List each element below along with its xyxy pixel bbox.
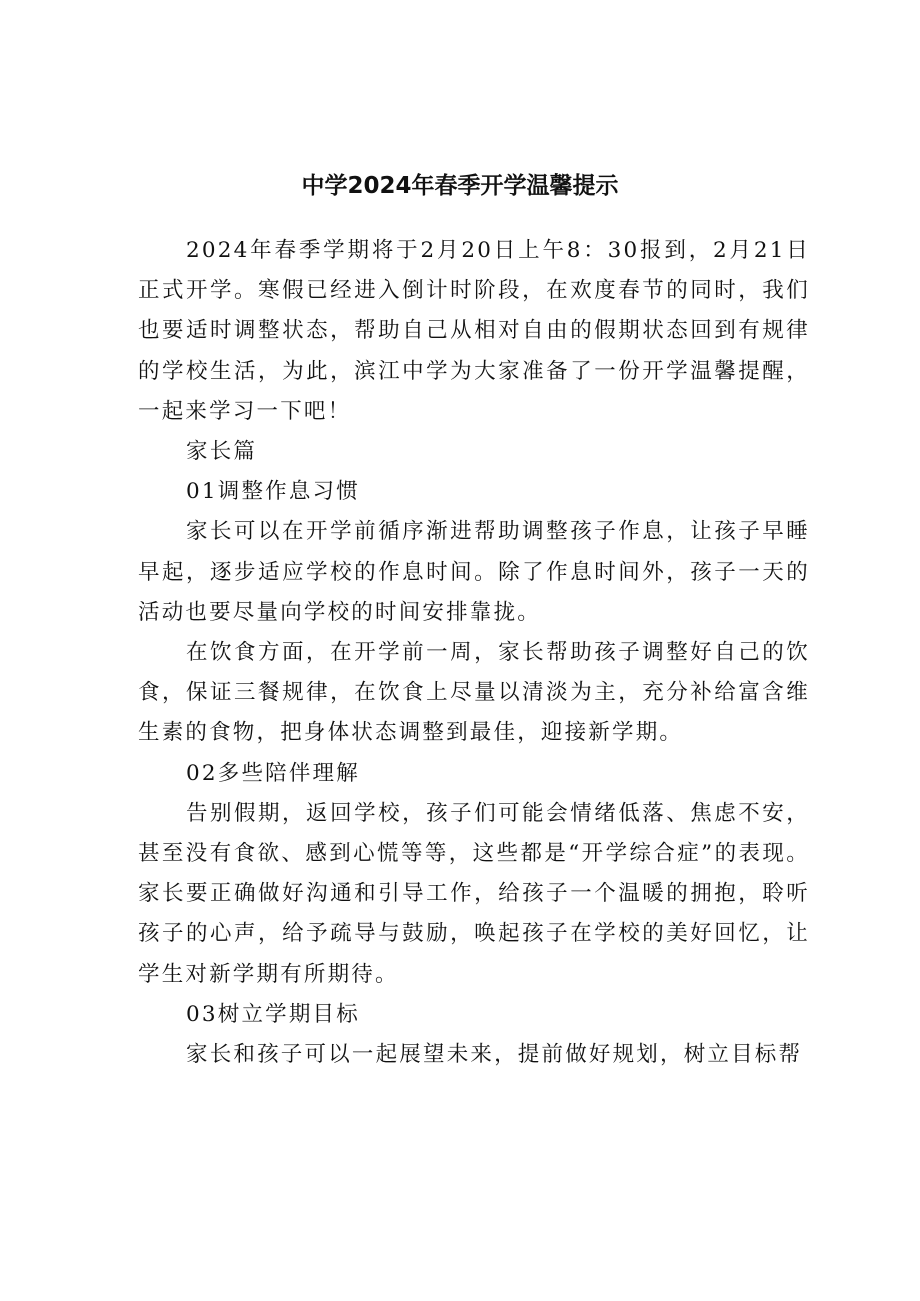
section-heading-parents: 家长篇 xyxy=(186,439,258,465)
item3-paragraph-1: 家长和孩子可以一起展望未来，提前做好规划，树立目标帮 xyxy=(186,1042,803,1068)
intro-paragraph: 2024年春季学期将于2月20日上午8：30报到，2月21日正式开学。寒假已经进入倒计时阶段，在欢度春节的同时，我们也要适时调整状态，帮助自己从相对自由的假期状态回到有规律的学校生活，为此，滨江中学为大家准备了一份开学温馨提醒，一起来学习一下吧！ xyxy=(138,238,810,424)
item-heading-1: 01调整作息习惯 xyxy=(186,479,360,505)
item2-paragraph-1: 告别假期，返回学校，孩子们可能会情绪低落、焦虑不安，甚至没有食欲、感到心慌等等，这些都是“开学综合症”的表现。家长要正确做好沟通和引导工作，给孩子一个温暖的拥抱，聆听孩子的心声，给予疏导与鼓励，唤起孩子在学校的美好回忆，让学生对新学期有所期待。 xyxy=(138,800,810,987)
document-title: 中学2024年春季开学温馨提示 xyxy=(301,173,619,199)
item-heading-2: 02多些陪伴理解 xyxy=(186,760,360,786)
document-body xyxy=(138,231,810,1075)
item-heading-3: 03树立学期目标 xyxy=(186,1001,360,1027)
item1-paragraph-1: 家长可以在开学前循序渐进帮助调整孩子作息，让孩子早睡早起，逐步适应学校的作息时间。除了作息时间外，孩子一天的活动也要尽量向学校的时间安排靠拢。 xyxy=(138,519,810,625)
item1-paragraph-2: 在饮食方面，在开学前一周，家长帮助孩子调整好自己的饮食，保证三餐规律，在饮食上尽量以清淡为主，充分补给富含维生素的食物，把身体状态调整到最佳，迎接新学期。 xyxy=(138,640,810,746)
